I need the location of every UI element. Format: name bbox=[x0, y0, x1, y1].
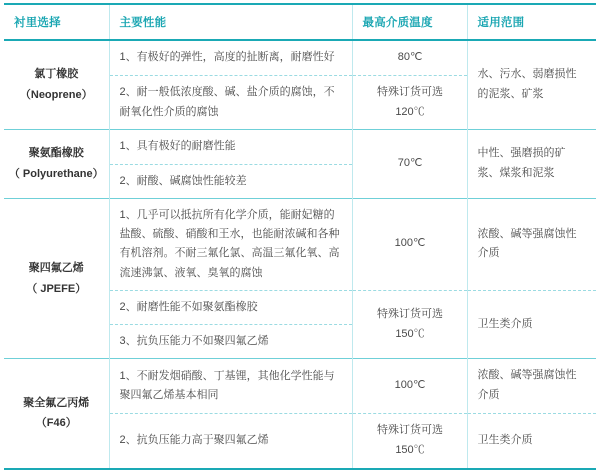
cell-performance: 1、不耐发烟硝酸、丁基锂，其他化学性能与聚四氟乙烯基本相同 bbox=[109, 359, 352, 414]
cell-performance: 2、耐磨性能不如聚氨酯橡胶 bbox=[109, 290, 352, 324]
cell-scope: 浓酸、碱等强腐蚀性介质 bbox=[467, 198, 596, 290]
table-row bbox=[4, 359, 596, 414]
cell-temperature: 特殊订货可选 120℃ bbox=[352, 75, 467, 130]
cell-temperature: 80℃ bbox=[352, 40, 467, 75]
cell-scope: 卫生类介质 bbox=[467, 413, 596, 468]
cell-performance: 2、耐酸、碱腐蚀性能较差 bbox=[109, 164, 352, 198]
cell-temperature: 100℃ bbox=[352, 359, 467, 414]
cell-scope: 中性、强磨损的矿浆、煤浆和泥浆 bbox=[467, 130, 596, 199]
lining-selection-table bbox=[4, 3, 596, 470]
table-row bbox=[4, 130, 596, 164]
cell-performance: 2、抗负压能力高于聚四氟乙烯 bbox=[109, 413, 352, 468]
cell-lining: 聚氨酯橡胶 （ Polyurethane） bbox=[4, 130, 109, 199]
cell-scope: 卫生类介质 bbox=[467, 290, 596, 359]
column-header-lining: 衬里选择 bbox=[4, 4, 109, 40]
cell-performance: 2、耐一般低浓度酸、碱、盐介质的腐蚀，不耐氧化性介质的腐蚀 bbox=[109, 75, 352, 130]
cell-scope: 水、污水、弱磨损性的泥浆、矿浆 bbox=[467, 40, 596, 130]
table-header bbox=[4, 4, 596, 40]
table-body bbox=[4, 40, 596, 469]
cell-temperature: 100℃ bbox=[352, 198, 467, 290]
cell-temperature: 特殊订货可选 150℃ bbox=[352, 413, 467, 468]
table-header-row bbox=[4, 4, 596, 40]
cell-performance: 1、几乎可以抵抗所有化学介质，能耐妃糖的盐酸、硫酸、硝酸和王水，也能耐浓碱和各种有机溶剂。不耐三氟化氯、高温三氟化氧、高流速沸氯、液氧、臭氧的腐蚀 bbox=[109, 198, 352, 290]
cell-lining: 氯丁橡胶 （Neoprene） bbox=[4, 40, 109, 130]
table-row bbox=[4, 198, 596, 290]
cell-performance: 3、抗负压能力不如聚四氟乙烯 bbox=[109, 325, 352, 359]
cell-lining: 聚全氟乙丙烯 （F46） bbox=[4, 359, 109, 469]
cell-performance: 1、有极好的弹性，高度的扯断离，耐磨性好 bbox=[109, 40, 352, 75]
cell-temperature: 特殊订货可选 150℃ bbox=[352, 290, 467, 359]
cell-temperature: 70℃ bbox=[352, 130, 467, 199]
column-header-application-scope: 适用范围 bbox=[467, 4, 596, 40]
column-header-performance: 主要性能 bbox=[109, 4, 352, 40]
column-header-max-temperature: 最高介质温度 bbox=[352, 4, 467, 40]
cell-lining: 聚四氟乙烯 （ JPEFE） bbox=[4, 198, 109, 359]
table-row bbox=[4, 40, 596, 75]
cell-performance: 1、具有极好的耐磨性能 bbox=[109, 130, 352, 164]
cell-scope: 浓酸、碱等强腐蚀性介质 bbox=[467, 359, 596, 414]
